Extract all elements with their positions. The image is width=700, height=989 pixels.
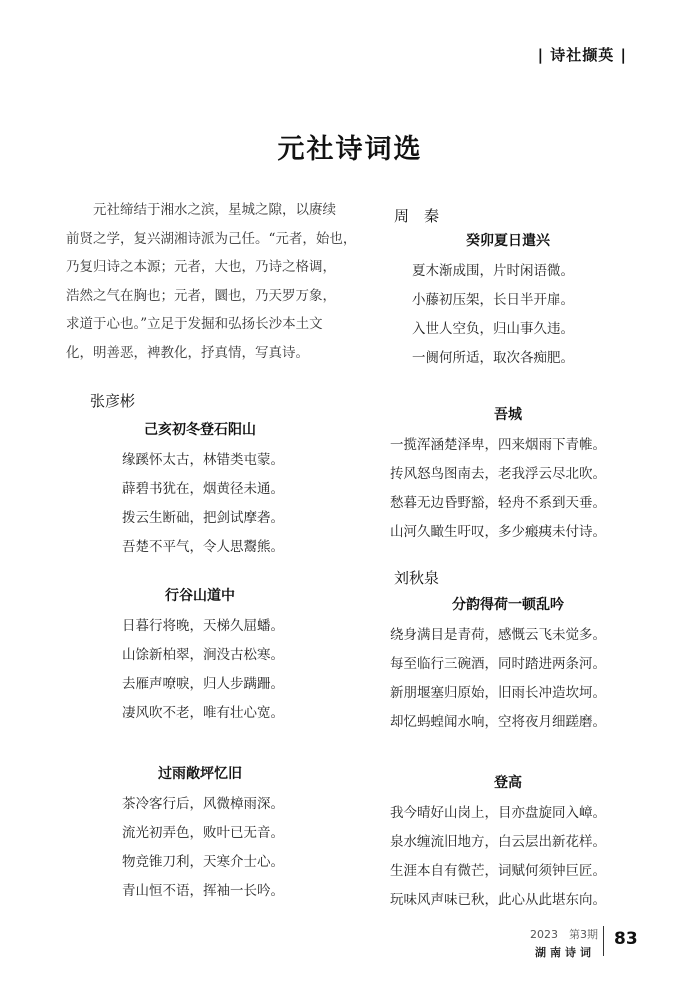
poem-title: 吾城 [494, 407, 522, 423]
poem-title: 己亥初冬登石阳山 [144, 422, 256, 438]
intro-line: 乃复归诗之本源；元者，大也，乃诗之格调， [66, 259, 336, 275]
poem-title: 登高 [494, 775, 522, 791]
poem-line: 茶冷客行后，风微樟雨深。 [122, 796, 284, 812]
section-tag: | 诗社撷英 | [537, 46, 627, 64]
poem-line: 吾楚不平气，令人思鬻熊。 [122, 539, 284, 555]
intro-line: 化，明善恶，裨教化，抒真情，写真诗。 [66, 344, 309, 361]
poem [390, 229, 626, 373]
author-name: 张彦彬 [90, 392, 136, 410]
left-column [66, 388, 334, 906]
footer-divider [603, 926, 604, 956]
intro-line: 求道于心也。”立足于发掘和弘扬长沙本土文 [66, 316, 323, 332]
poem-title: 分韵得荷一顿乱吟 [452, 597, 564, 613]
poem-title: 过雨敞坪忆旧 [158, 766, 242, 782]
poem-line: 入世人空负，归山事久违。 [412, 321, 574, 337]
intro-line: 浩然之气在胸也；元者，圜也，乃天罗万象， [66, 287, 336, 304]
poem-line: 山河久瞰生吁叹，多少瘢痍未付诗。 [390, 524, 606, 540]
poem-line: 愁暮无边昏野豁，轻舟不系到天垂。 [390, 495, 606, 511]
poem-line: 抟风怒鸟图南去，老我浮云尽北吹。 [390, 466, 606, 482]
poem-line: 拨云生断础，把剑试摩砻。 [122, 510, 284, 526]
right-column [390, 203, 626, 915]
poem-line: 生涯本自有微芒，词赋何须钟巨匠。 [390, 863, 606, 879]
poem-line: 玩味风声味已秋，此心从此堪东向。 [390, 892, 606, 908]
magazine-name: 湖南诗词 [535, 946, 595, 959]
poem-line: 却忆蚂蝗闻水响，空将夜月细蹉磨。 [390, 714, 606, 730]
poem-line: 缘蹊怀太古，林错类屯蒙。 [122, 452, 284, 468]
poem [66, 418, 334, 562]
poem-line: 每至临行三碗酒，同时踏进两条河。 [390, 656, 606, 672]
poem [390, 403, 626, 547]
poem [390, 593, 626, 737]
author-name: 周 秦 [394, 207, 440, 225]
poem-line: 青山恒不语，挥袖一长吟。 [122, 883, 284, 899]
issue-label: 2023 第3期 [530, 928, 598, 941]
poem [390, 771, 626, 915]
poem [66, 584, 334, 728]
poem-line: 新朋堰塞归原始，旧雨长冲造坎坷。 [390, 685, 606, 701]
poem-line: 小藤初压架，长日半开扉。 [412, 292, 574, 308]
poem-title: 癸卯夏日遣兴 [466, 233, 550, 249]
poem-line: 我今晴好山岗上，目亦盘旋同入嶂。 [390, 805, 606, 821]
author-name: 刘秋泉 [394, 569, 440, 587]
intro-paragraph [66, 196, 357, 367]
poem-line: 山馀新柏翠，涧没古松寒。 [122, 647, 284, 663]
poem-line: 物竞锥刀利，天寒介士心。 [122, 854, 284, 870]
poem-line: 流光初弄色，败叶已无音。 [122, 825, 284, 841]
page-title: 元社诗词选 [277, 134, 423, 165]
poem-line: 薜碧书犹在，烟黄径未通。 [122, 481, 284, 497]
poem-line: 日暮行将晚，天梯久屈蟠。 [122, 618, 284, 634]
poem-line: 一阓何所适，取次各痴肥。 [412, 350, 574, 366]
intro-line: 元社缔结于湘水之滨，星城之隙，以赓续 [66, 202, 336, 218]
poem [66, 762, 334, 906]
poem-line: 凄风吹不老，唯有壮心宽。 [122, 705, 284, 721]
poem-line: 泉水缠流旧地方，白云层出新花样。 [390, 834, 606, 850]
page-number: 83 [614, 929, 638, 949]
poem-line: 绕身满目是青荷，感慨云飞未觉多。 [390, 627, 606, 643]
poem-title: 行谷山道中 [165, 588, 235, 604]
intro-line: 前贤之学，复兴湖湘诗派为己任。“元者，始也， [66, 230, 357, 247]
poem-line: 去雁声嘹唳，归人步蹒跚。 [122, 676, 284, 692]
poem-line: 夏木渐成围，片时闲语微。 [412, 263, 574, 279]
poem-line: 一揽浑涵楚泽卑，四来烟雨下青帷。 [390, 437, 606, 453]
